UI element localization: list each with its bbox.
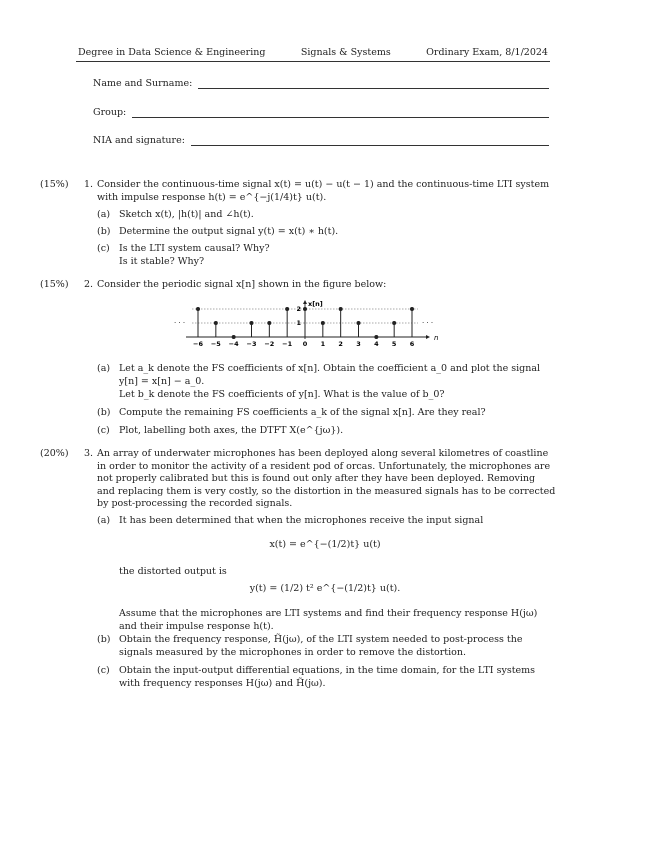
q1-number: 1. bbox=[84, 179, 94, 190]
y-tick-label: 1 bbox=[296, 319, 301, 327]
x-tick-label: −6 bbox=[193, 340, 203, 348]
q3-intro-line3: not properly calibrated but this is found out only after they have been deployed. Removing bbox=[97, 473, 536, 484]
group-field-label: Group: bbox=[93, 107, 127, 118]
plot-title: x[n] bbox=[308, 300, 323, 308]
q3-number: 3. bbox=[84, 448, 94, 459]
q3-a-text-4: and their impulse response h(t). bbox=[119, 621, 274, 632]
q3-b-label: (b) bbox=[97, 634, 111, 645]
nia-field-label: NIA and signature: bbox=[93, 135, 185, 146]
q3-intro-line5: by post-processing the recorded signals. bbox=[97, 498, 293, 509]
stem-point bbox=[374, 335, 378, 339]
program-name: Degree in Data Science & Engineering bbox=[78, 47, 266, 58]
q1-b-text: Determine the output signal y(t) = x(t) ∗ h(t). bbox=[119, 226, 339, 237]
stem-point bbox=[196, 307, 200, 311]
q2-a-text-2: y[n] = x[n] − a_0. bbox=[119, 376, 205, 387]
stem-point bbox=[339, 307, 343, 311]
q2-number: 2. bbox=[84, 279, 94, 290]
x-tick-label: −4 bbox=[228, 340, 239, 348]
q1-a-text: Sketch x(t), |h(t)| and ∠h(t). bbox=[119, 209, 254, 220]
stem-point bbox=[321, 321, 325, 325]
x-tick-label: −5 bbox=[210, 340, 221, 348]
course-name: Signals & Systems bbox=[300, 47, 391, 58]
x-tick-label: 4 bbox=[374, 340, 379, 348]
x-tick-label: 2 bbox=[338, 340, 343, 348]
page-header bbox=[78, 47, 548, 58]
q3-equation-x: x(t) = e^{−(1/2)t} u(t) bbox=[269, 539, 381, 550]
q1-b-label: (b) bbox=[97, 226, 111, 237]
x-tick-label: 6 bbox=[409, 340, 415, 348]
q2-a-label: (a) bbox=[97, 363, 111, 374]
stem-point bbox=[267, 321, 271, 325]
q1-a-label: (a) bbox=[97, 209, 111, 220]
x-tick-label: −3 bbox=[246, 340, 257, 348]
q2-c-text: Plot, labelling both axes, the DTFT X(e^{jω}). bbox=[119, 425, 344, 436]
q3-intro-line2: in order to monitor the activity of a resident pod of orcas. Unfortunately, the microphones are bbox=[97, 460, 551, 472]
stem-plot bbox=[170, 297, 440, 355]
stem-point bbox=[410, 307, 414, 311]
y-tick-label: 2 bbox=[296, 305, 301, 313]
group-line[interactable] bbox=[132, 108, 549, 118]
name-field[interactable] bbox=[93, 78, 549, 89]
name-field-label: Name and Surname: bbox=[93, 78, 193, 89]
x-axis-arrow bbox=[426, 335, 430, 339]
x-tick-label: 0 bbox=[302, 340, 308, 348]
question-2-parts bbox=[40, 363, 540, 443]
q1-intro-line2: with impulse response h(t) = e^{−j(1/4)t} u(t). bbox=[97, 192, 327, 203]
x-tick-label: 5 bbox=[391, 340, 397, 348]
q2-weight: (15%) bbox=[40, 279, 69, 290]
y-axis-arrow bbox=[303, 300, 307, 304]
nia-field[interactable] bbox=[93, 135, 549, 146]
q3-a-label: (a) bbox=[97, 515, 111, 526]
stem-point bbox=[303, 307, 307, 311]
q1-c-text-2: Is it stable? Why? bbox=[119, 256, 205, 267]
q3-equation-y: y(t) = (1/2) t² e^{−(1/2)t} u(t). bbox=[249, 583, 401, 594]
x-axis-label: n bbox=[434, 334, 439, 342]
q1-c-text-1: Is the LTI system causal? Why? bbox=[119, 243, 270, 254]
q3-b-text-1: Obtain the frequency response, H̃(jω), of the LTI system needed to post-process the bbox=[119, 634, 523, 645]
q1-c-label: (c) bbox=[97, 243, 110, 254]
name-line[interactable] bbox=[198, 79, 549, 89]
q2-a-text-3: Let b_k denote the FS coefficients of y[n]. What is the value of b_0? bbox=[119, 389, 445, 400]
stem-point bbox=[392, 321, 396, 325]
nia-line[interactable] bbox=[191, 136, 549, 146]
q3-a-text-2: the distorted output is bbox=[119, 566, 227, 577]
q1-intro-line1: Consider the continuous-time signal x(t) = u(t) − u(t − 1) and the continuous-time LTI system bbox=[97, 179, 550, 190]
q2-intro: Consider the periodic signal x[n] shown in the figure below: bbox=[97, 279, 387, 290]
ellipsis-left: · · · bbox=[174, 319, 186, 327]
q1-weight: (15%) bbox=[40, 179, 69, 190]
x-tick-label: 1 bbox=[320, 340, 326, 348]
stem-point bbox=[214, 321, 218, 325]
q3-c-text-1: Obtain the input-output differential equations, in the time domain, for the LTI systems bbox=[119, 665, 536, 676]
q3-intro-line4: and replacing them is very costly, so the distortion in the measured signals has to be corrected bbox=[97, 485, 556, 497]
stem-point bbox=[357, 321, 361, 325]
x-tick-label: 3 bbox=[356, 340, 361, 348]
q2-b-label: (b) bbox=[97, 407, 111, 418]
x-tick-label: −1 bbox=[282, 340, 293, 348]
q2-a-text-1: Let a_k denote the FS coefficients of x[n]. Obtain the coefficient a_0 and plot the signal bbox=[119, 363, 541, 374]
q3-b-text-2: signals measured by the microphones in order to remove the distortion. bbox=[119, 647, 467, 658]
ellipsis-right: · · · bbox=[422, 319, 434, 327]
stem-point bbox=[232, 335, 236, 339]
header-rule bbox=[76, 61, 550, 62]
exam-name: Ordinary Exam, 8/1/2024 bbox=[426, 47, 548, 58]
q3-c-label: (c) bbox=[97, 665, 110, 676]
group-field[interactable] bbox=[93, 107, 549, 118]
q2-b-text: Compute the remaining FS coefficients a_k of the signal x[n]. Are they real? bbox=[119, 407, 486, 418]
q2-c-label: (c) bbox=[97, 425, 110, 436]
stem-point bbox=[285, 307, 289, 311]
question-3 bbox=[40, 448, 556, 698]
q3-a-text-1: It has been determined that when the microphones receive the input signal bbox=[119, 515, 484, 526]
question-1 bbox=[40, 179, 550, 274]
q3-weight: (20%) bbox=[40, 448, 69, 459]
x-tick-label: −2 bbox=[264, 340, 275, 348]
q3-intro-line1: An array of underwater microphones has been deployed along several kilometres of coastline bbox=[97, 448, 549, 459]
q3-a-text-3: Assume that the microphones are LTI systems and find their frequency response H(jω) bbox=[119, 608, 538, 619]
stem-point bbox=[250, 321, 254, 325]
q3-c-text-2: with frequency responses H(jω) and H̃(jω). bbox=[119, 678, 326, 689]
